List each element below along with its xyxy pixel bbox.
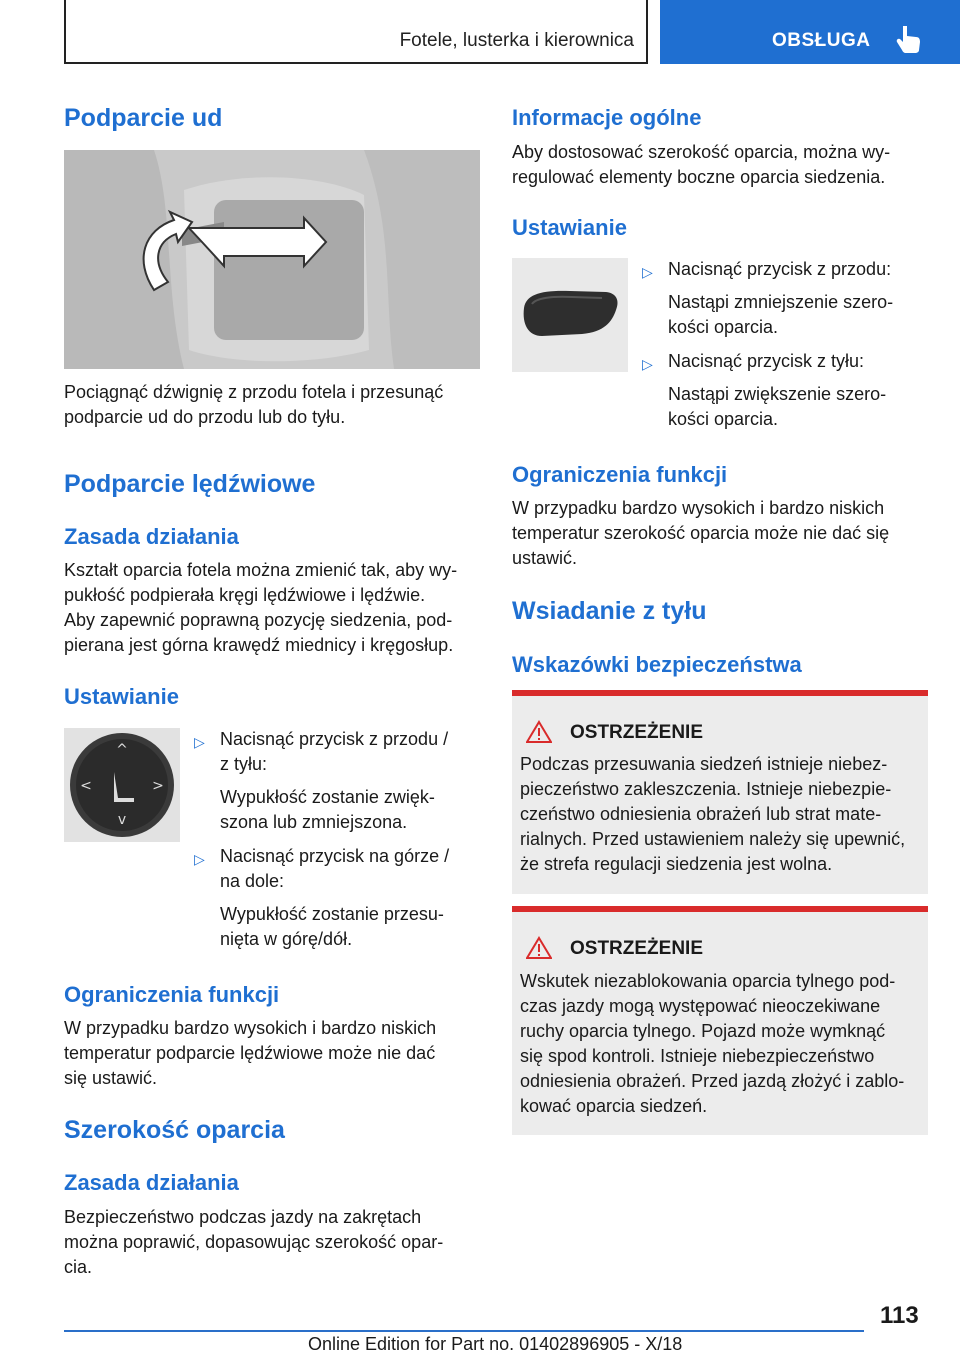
result-line: Nastąpi zwiększenie szero-	[668, 384, 887, 404]
step-line: Nacisnąć przycisk z przodu:	[668, 259, 892, 279]
warning-triangle-icon	[526, 720, 552, 744]
lumbar-principle-line: pierana jest górna krawędź miednicy i kręgosłup.	[64, 635, 454, 655]
general-info-title: Informacje ogólne	[512, 105, 702, 130]
step-result	[642, 382, 928, 432]
triangle-bullet-icon: ▷	[642, 264, 653, 280]
lumbar-limits-line: się ustawić.	[64, 1068, 158, 1088]
width-limits-title: Ograniczenia funkcji	[512, 462, 728, 487]
result-line: Wypukłość zostanie przesu-	[220, 904, 444, 924]
page-number: 113	[880, 1302, 919, 1329]
list-item	[642, 349, 928, 374]
result-line: nięta w górę/dół.	[220, 929, 353, 949]
result-line: szona lub zmniejszona.	[220, 812, 408, 832]
thigh-caption-line-1: Pociągnąć dźwignię z przodu fotela i przesunąć	[64, 382, 444, 402]
width-button-image	[512, 258, 628, 372]
footer-divider	[64, 1330, 864, 1332]
svg-text:^: ^	[116, 742, 128, 758]
triangle-bullet-icon: ▷	[642, 356, 653, 372]
warning-line: rialnych. Przed ustawieniem należy się upewnić,	[520, 829, 906, 849]
lumbar-principle-line: Kształt oparcia fotela można zmienić tak, aby wy-	[64, 560, 458, 580]
lumbar-adjust-title: Ustawianie	[64, 684, 179, 709]
warning-line: się spod kontroli. Istnieje niebezpieczeństwo	[520, 1046, 875, 1066]
warning-line: pieczeństwo zakleszczenia. Istnieje niebezpie-	[520, 779, 892, 799]
header-frame	[64, 0, 648, 64]
warning-title: OSTRZEŻENIE	[570, 722, 704, 743]
result-line: kości oparcia.	[668, 409, 779, 429]
warning-line: Wskutek niezablokowania oparcia tylnego pod-	[520, 971, 896, 991]
warning-header	[526, 936, 704, 962]
thigh-support-illustration	[64, 150, 480, 369]
step-result	[194, 902, 480, 952]
general-info-line: Aby dostosować szerokość oparcia, można wy-	[512, 142, 891, 162]
width-button-illustration	[512, 258, 628, 372]
hand-pointer-icon	[894, 24, 922, 54]
step-result	[642, 290, 928, 340]
rear-entry-title: Wsiadanie z tyłu	[512, 597, 707, 625]
result-line: Nastąpi zmniejszenie szero-	[668, 292, 894, 312]
lumbar-limits-line: temperatur podparcie lędźwiowe może nie dać	[64, 1043, 436, 1063]
width-principle-title: Zasada działania	[64, 1170, 239, 1195]
width-limits-line: ustawić.	[512, 548, 578, 568]
width-principle-line: cia.	[64, 1257, 93, 1277]
warning-line: czas jazdy mogą występować nieoczekiwane	[520, 996, 881, 1016]
lumbar-limits-line: W przypadku bardzo wysokich i bardzo niskich	[64, 1018, 437, 1038]
warning-header	[526, 720, 704, 746]
general-info-line: regulować elementy boczne oparcia siedzenia.	[512, 167, 886, 187]
warning-line: Podczas przesuwania siedzeń istnieje niebez-	[520, 754, 888, 774]
warning-text	[520, 969, 924, 1119]
warning-box	[512, 906, 928, 1135]
width-adjust-title: Ustawianie	[512, 215, 627, 240]
lumbar-limits-title: Ograniczenia funkcji	[64, 982, 280, 1007]
chapter-tab-label: OBSŁUGA	[772, 30, 871, 51]
triangle-bullet-icon: ▷	[194, 851, 205, 867]
warning-box	[512, 690, 928, 894]
warning-line: ruchy oparcia tylnego. Pojazd może wymknąć	[520, 1021, 886, 1041]
width-principle-line: można poprawić, dopasowując szerokość opar-	[64, 1232, 444, 1252]
list-item	[194, 844, 480, 894]
list-item	[194, 727, 480, 777]
svg-text:<: <	[80, 778, 92, 794]
edition-footer: Online Edition for Part no. 01402896905 - X/18	[308, 1334, 683, 1354]
step-line: Nacisnąć przycisk z przodu /	[220, 729, 449, 749]
step-line: na dole:	[220, 871, 285, 891]
lumbar-title: Podparcie lędźwiowe	[64, 470, 316, 498]
thigh-caption-line-2: podparcie ud do przodu lub do tyłu.	[64, 407, 346, 427]
result-line: kości oparcia.	[668, 317, 779, 337]
svg-text:>: >	[152, 778, 164, 794]
step-line: Nacisnąć przycisk na górze /	[220, 846, 450, 866]
warning-text	[520, 752, 924, 877]
thigh-support-photo	[64, 150, 480, 369]
thigh-support-title: Podparcie ud	[64, 104, 223, 132]
lumbar-knob-illustration	[64, 728, 180, 842]
svg-text:v: v	[117, 812, 127, 828]
lumbar-principle-title: Zasada działania	[64, 524, 239, 549]
triangle-bullet-icon: ▷	[194, 734, 205, 750]
width-steps	[642, 257, 928, 432]
step-line: Nacisnąć przycisk z tyłu:	[668, 351, 865, 371]
chapter-tab[interactable]	[660, 0, 960, 64]
width-title: Szerokość oparcia	[64, 1116, 285, 1144]
lumbar-steps	[194, 727, 480, 952]
warning-triangle-icon	[526, 936, 552, 960]
width-limits-line: temperatur szerokość oparcia może nie dać się	[512, 523, 890, 543]
safety-notes-title: Wskazówki bezpieczeństwa	[512, 652, 802, 677]
lumbar-principle-line: pukłość podpierała kręgi lędźwiowe i lędźwie.	[64, 585, 426, 605]
section-title: Fotele, lusterka i kierownica	[399, 30, 634, 51]
width-limits-line: W przypadku bardzo wysokich i bardzo niskich	[512, 498, 885, 518]
step-result	[194, 785, 480, 835]
lumbar-control-image	[64, 728, 180, 842]
warning-line: czeństwo odniesienia obrażeń lub strat mate-	[520, 804, 882, 824]
width-principle-line: Bezpieczeństwo podczas jazdy na zakrętach	[64, 1207, 422, 1227]
lumbar-principle-line: Aby zapewnić poprawną pozycję siedzenia, pod-	[64, 610, 453, 630]
warning-line: kować oparcia siedzeń.	[520, 1096, 708, 1116]
list-item	[642, 257, 928, 282]
step-line: z tyłu:	[220, 754, 268, 774]
result-line: Wypukłość zostanie zwięk-	[220, 787, 435, 807]
warning-line: odniesienia obrażeń. Przed jazdą złożyć i zablo-	[520, 1071, 905, 1091]
warning-line: że strefa regulacji siedzenia jest wolna.	[520, 854, 833, 874]
warning-title: OSTRZEŻENIE	[570, 938, 704, 959]
